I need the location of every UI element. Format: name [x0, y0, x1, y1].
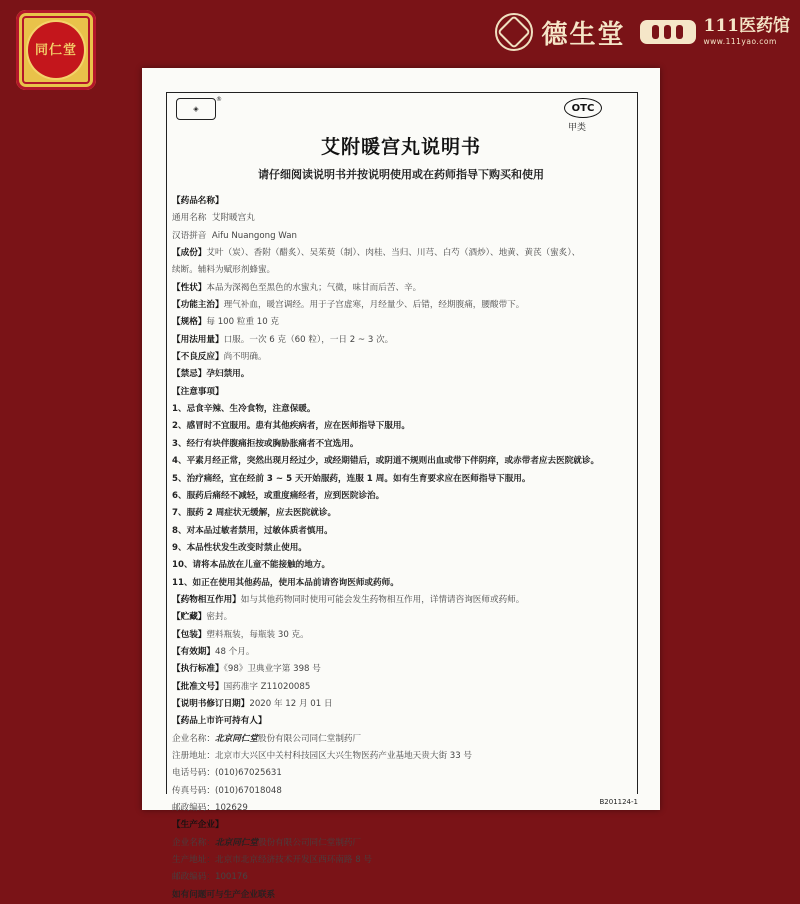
- brand-header: [495, 12, 790, 52]
- note-item: 10、请将本品放在儿童不能接触的地方。: [172, 560, 331, 571]
- mah-tel-line: 电话号码：(010)67025631: [172, 768, 282, 779]
- footer-contact: 如有问题可与生产企业联系: [172, 889, 276, 900]
- yao111-logo: [704, 18, 791, 46]
- leaflet-title: 艾附暖宫丸说明书: [320, 136, 481, 158]
- registered-mark-icon: ®: [216, 96, 222, 103]
- seal-text: 同仁堂: [28, 22, 84, 78]
- document-code: B201124-1: [599, 798, 638, 806]
- yao111-name: 111医药馆: [703, 16, 790, 37]
- mfr-zip-line: 邮政编码：100176: [172, 872, 248, 883]
- usage-line: 【用法用量】口服。一次 6 克（60 粒），一日 2 ~ 3 次。: [172, 334, 394, 345]
- mah-address-line: 注册地址：北京市大兴区中关村科技园区大兴生物医药产业基地天贵大街 33 号: [172, 751, 473, 761]
- mah-header: 【药品上市许可持有人】: [172, 716, 267, 727]
- otc-class: 甲类: [568, 123, 587, 133]
- mah-fax-line: 传真号码：(010)67018048: [172, 785, 282, 796]
- standard-line: 【执行标准】《98》卫典业字第 398 号: [172, 664, 321, 675]
- name-section: 【药品名称】: [172, 196, 224, 206]
- mah-zip-line: 邮政编码：102629: [172, 803, 248, 814]
- manufacturer-header: 【生产企业】: [172, 820, 224, 831]
- note-item: 1、忌食辛辣、生冷食物，注意保暖。: [172, 404, 316, 415]
- mfr-company-line: 企业名称：北京同仁堂股份有限公司同仁堂制药厂: [172, 837, 362, 848]
- tongrentang-seal-logo: [16, 10, 96, 90]
- note-item: 2、感冒时不宜服用。患有其他疾病者，应在医师指导下服用。: [172, 421, 411, 432]
- notes-header: 【注意事项】: [172, 386, 224, 397]
- note-item: 6、服药后痛经不减轻，或重度痛经者，应到医院诊治。: [172, 490, 385, 501]
- spec-line: 【规格】每 100 粒重 10 克: [172, 317, 280, 328]
- package-line: 【包装】塑料瓶装，每瓶装 30 克。: [172, 629, 309, 640]
- character-line: 【性状】本品为深褐色至黑色的水蜜丸；气微，味甘而后苦、辛。: [172, 282, 422, 293]
- revision-line: 【说明书修订日期】2020 年 12 月 01 日: [172, 698, 333, 709]
- mfr-address-line: 生产地址：北京市北京经济技术开发区西环南路 8 号: [172, 855, 373, 866]
- note-item: 3、经行有块伴腹痛拒按或胸胁胀痛者不宜选用。: [172, 438, 359, 449]
- deshengtang-emblem-icon: [495, 13, 533, 51]
- mini-company-logo-icon: ◈: [176, 98, 216, 120]
- yao111-badge-icon: [640, 20, 696, 44]
- note-item: 7、服药 2 周症状无缓解，应去医院就诊。: [172, 508, 337, 519]
- instruction-leaflet: [142, 68, 660, 900]
- leaflet-body: [172, 193, 632, 904]
- approval-line: 【批准文号】国药准字 Z11020085: [172, 681, 311, 692]
- note-item: 5、治疗痛经，宜在经前 3 ~ 5 天开始服药，连服 1 周。如有生育要求应在医师指导下服用。: [172, 473, 531, 484]
- deshengtang-logo-text: 德生堂: [541, 19, 626, 50]
- ingredients-line: 【成份】艾叶（炭）、香附（醋炙）、吴茱萸（制）、肉桂、当归、川芎、白芍（酒炒）、地黄、黄芪（蜜炙）、: [172, 248, 581, 259]
- indication-line: 【功能主治】理气补血，暖宫调经。用于子宫虚寒，月经量少、后错，经期腹痛，腰酸带下。: [172, 300, 525, 311]
- leaflet-subtitle: 请仔细阅读说明书并按说明使用或在药师指导下购买和使用: [258, 168, 544, 181]
- note-item: 11、如正在使用其他药品，使用本品前请咨询医师或药师。: [172, 577, 399, 588]
- contraindication-line: 【禁忌】孕妇禁用。: [172, 369, 250, 380]
- note-item: 9、本品性状发生改变时禁止使用。: [172, 542, 307, 553]
- yao111-url: www.111yao.com: [703, 37, 777, 47]
- pinyin-line: 汉语拼音 Aifu Nuangong Wan: [172, 230, 297, 241]
- note-item: 4、平素月经正常，突然出现月经过少，或经期错后，或阴道不规则出血或带下伴阴痒，或赤带者应去医院就诊。: [172, 456, 600, 467]
- ingredients-line-2: 续断。辅料为赋形剂蜂蜜。: [172, 265, 276, 276]
- interaction-line: 【药物相互作用】如与其他药物同时使用可能会发生药物相互作用，详情请咨询医师或药师。: [172, 594, 525, 605]
- expiry-line: 【有效期】48 个月。: [172, 646, 255, 657]
- note-item: 8、对本品过敏者禁用，过敏体质者慎用。: [172, 525, 333, 536]
- common-name-line: 通用名称 艾附暖宫丸: [172, 213, 255, 224]
- otc-badge: OTC: [564, 98, 602, 118]
- mah-company-line: 企业名称：北京同仁堂股份有限公司同仁堂制药厂: [172, 733, 362, 744]
- storage-line: 【贮藏】密封。: [172, 612, 233, 623]
- adverse-line: 【不良反应】尚不明确。: [172, 352, 267, 363]
